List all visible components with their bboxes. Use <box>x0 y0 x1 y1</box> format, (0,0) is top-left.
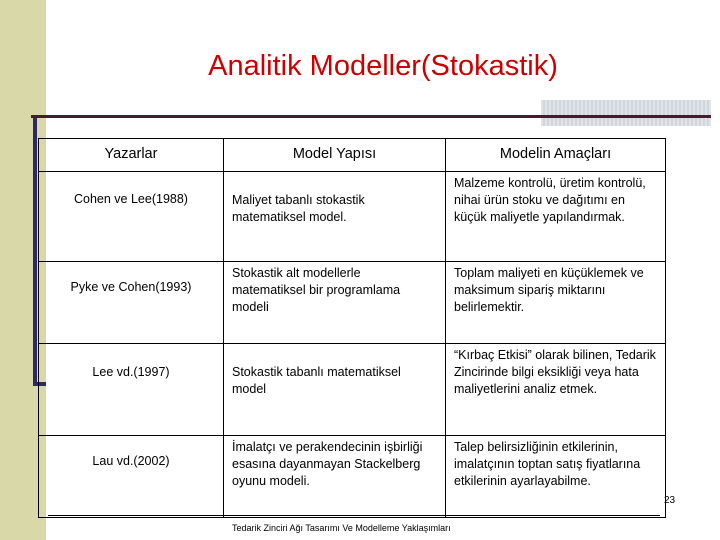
page-number: 23 <box>664 495 676 506</box>
header-authors: Yazarlar <box>39 139 224 172</box>
cell-goal: Talep belirsizliğinin etkilerinin, imalatçının toptan satış fiyatlarına etkilerinin ayarlayabilme. <box>446 436 666 518</box>
cell-goal: Toplam maliyeti en küçüklemek ve maksimum sipariş miktarını belirlemektir. <box>446 262 666 344</box>
header-model-goals: Modelin Amaçları <box>446 139 666 172</box>
cell-structure: Stokastik alt modellerle matematiksel bir programlama modeli <box>224 262 446 344</box>
cell-author: Lau vd.(2002) <box>39 436 224 518</box>
cell-goal: “Kırbaç Etkisi” olarak bilinen, Tedarik Zincirinde bilgi eksikliği veya hata maliyetlerini analiz etmek. <box>446 344 666 436</box>
header-model-structure: Model Yapısı <box>224 139 446 172</box>
title-divider <box>31 115 711 118</box>
cell-goal: Malzeme kontrolü, üretim kontrolü, nihai ürün stoku ve dağıtımı en küçük maliyetle yapılandırmak. <box>446 172 666 262</box>
cell-structure: İmalatçı ve perakendecinin işbirliği esasına dayanmayan Stackelberg oyunu modeli. <box>224 436 446 518</box>
cell-author: Pyke ve Cohen(1993) <box>39 262 224 344</box>
slide-title: Analitik Modeller(Stokastik) <box>208 50 558 82</box>
left-accent-bar <box>33 118 37 386</box>
cell-structure: Maliyet tabanlı stokastik matematiksel model. <box>224 172 446 262</box>
corner-decoration <box>541 100 711 126</box>
table-row <box>39 344 666 436</box>
slide-footer: Tedarik Zinciri Ağı Tasarımı Ve Modelleme Yaklaşımları <box>232 523 451 533</box>
table-header-row <box>39 139 666 172</box>
footer-divider <box>48 515 660 516</box>
table-row <box>39 262 666 344</box>
models-table <box>38 138 666 518</box>
table-row <box>39 172 666 262</box>
cell-author: Lee vd.(1997) <box>39 344 224 436</box>
cell-author: Cohen ve Lee(1988) <box>39 172 224 262</box>
cell-structure: Stokastik tabanlı matematiksel model <box>224 344 446 436</box>
table-row <box>39 436 666 518</box>
